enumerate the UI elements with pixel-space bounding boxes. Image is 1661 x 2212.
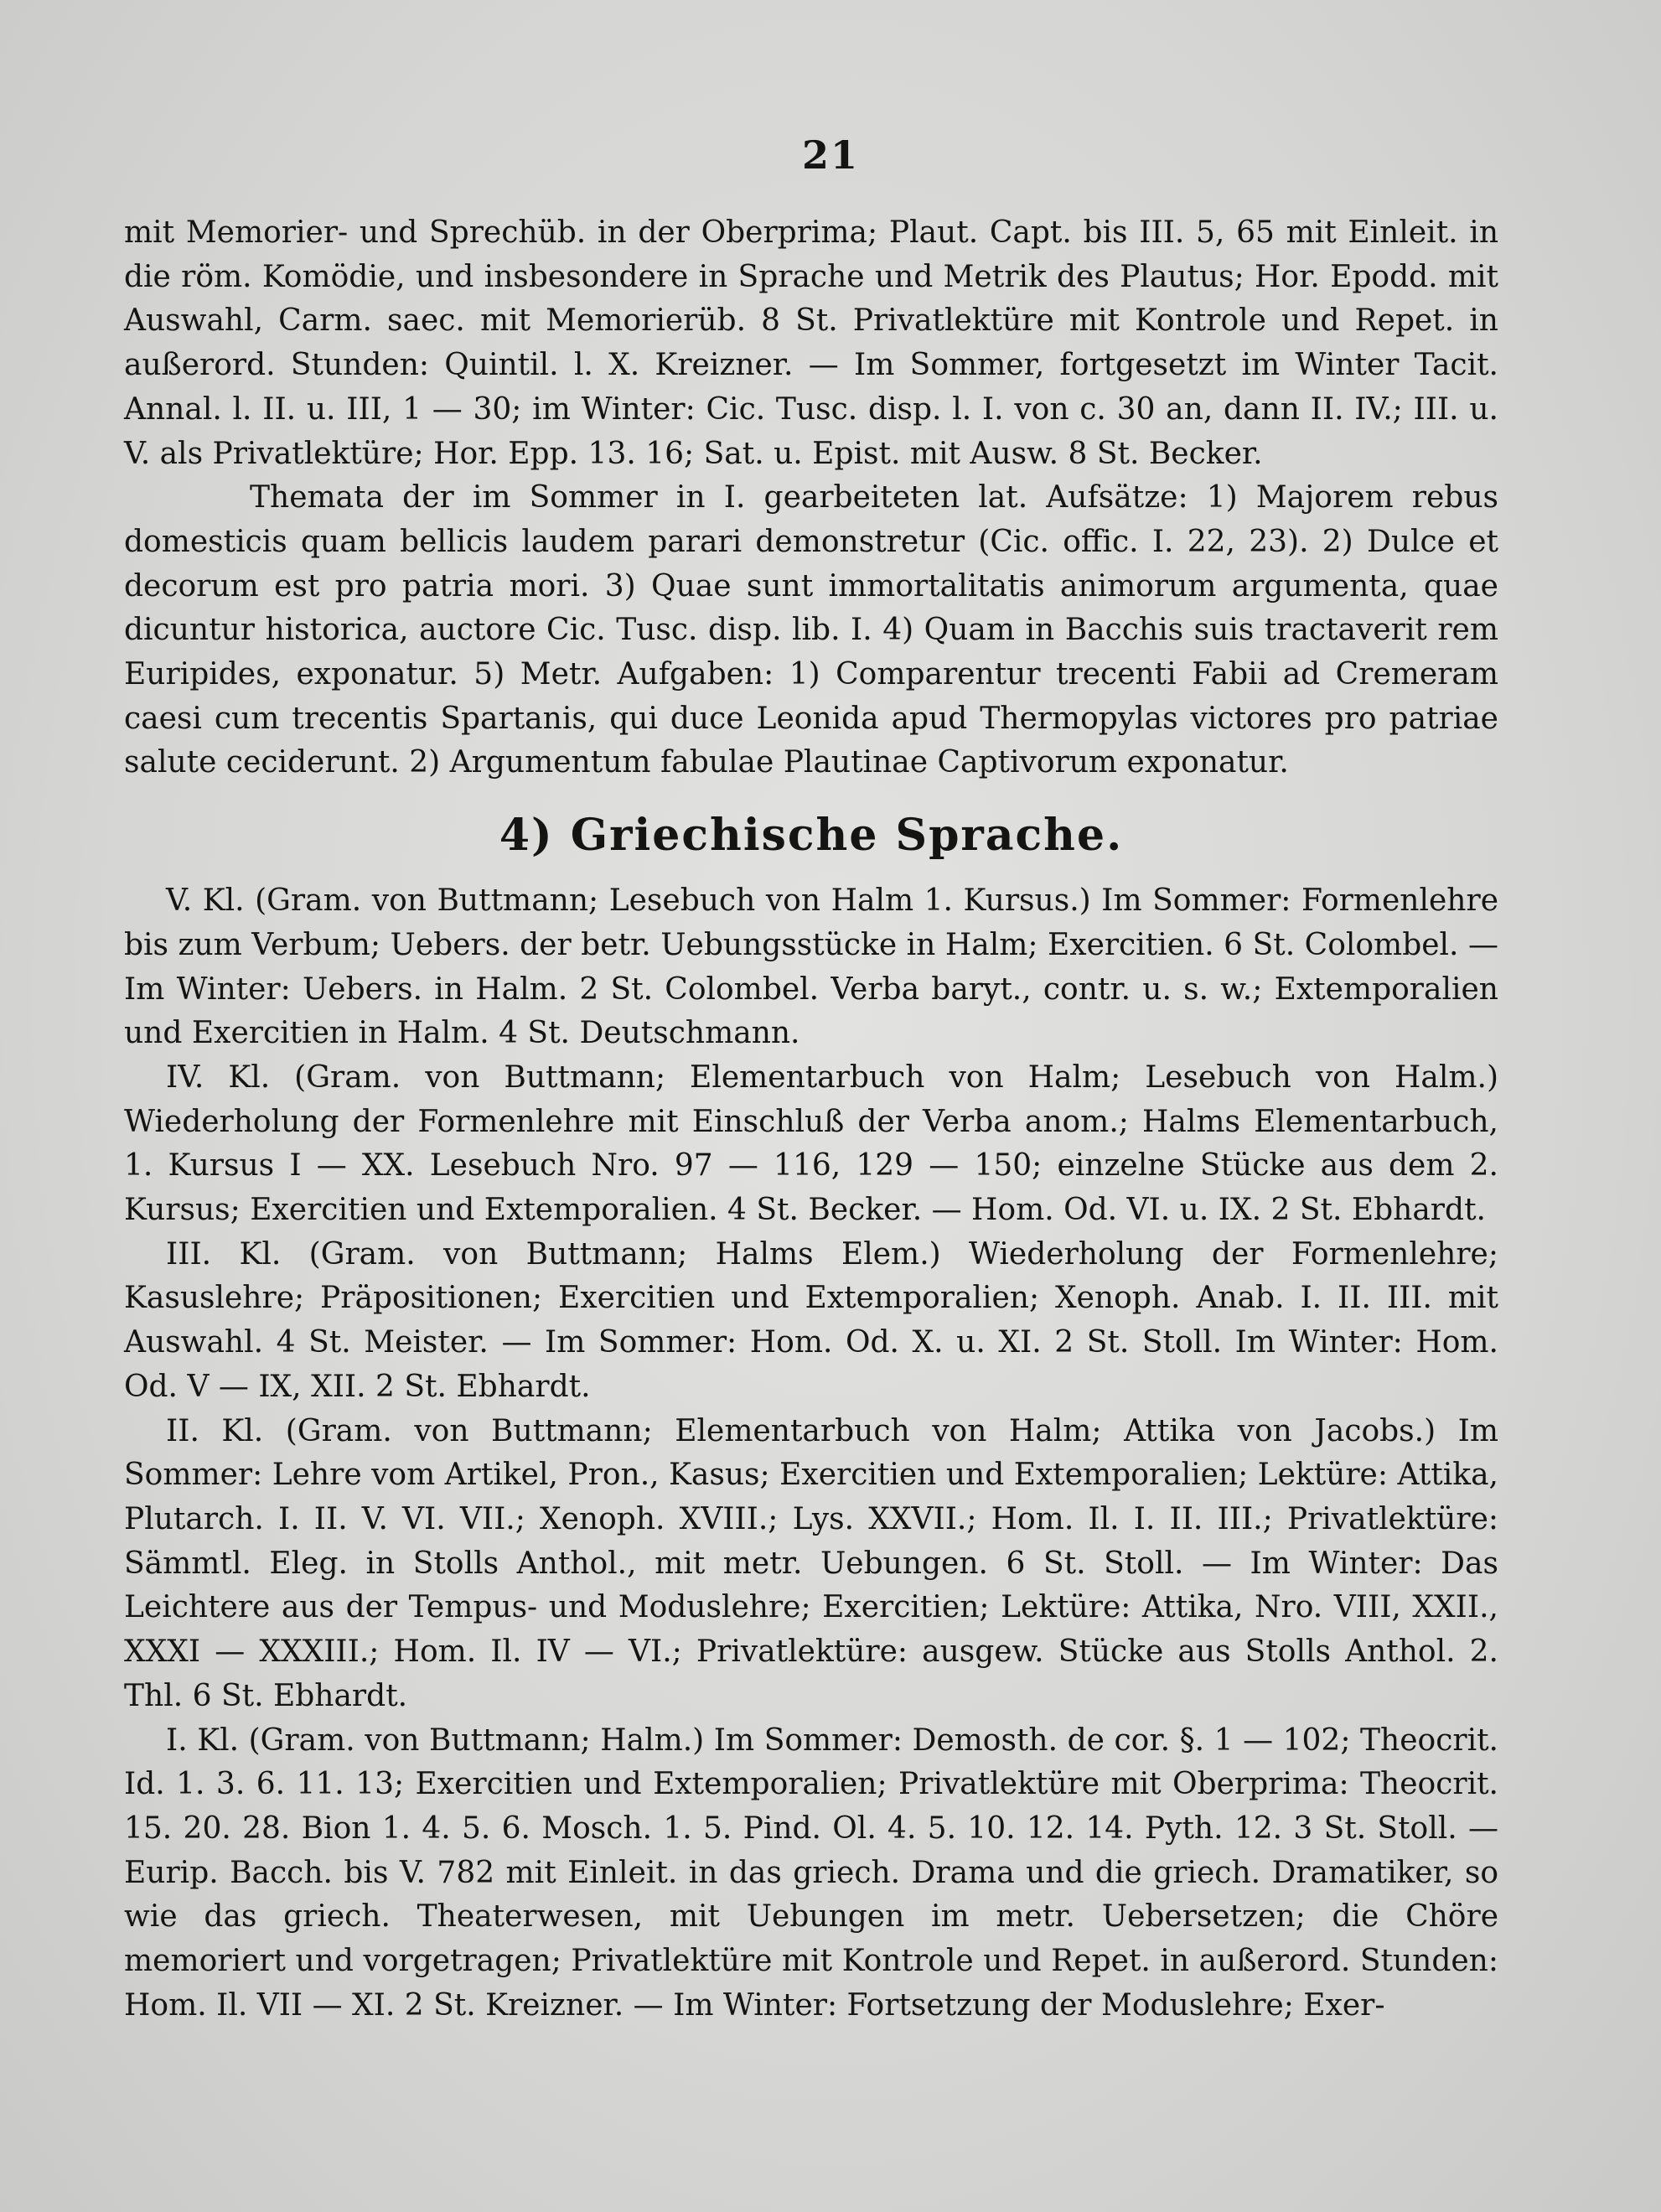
class-iii-paragraph: III. Kl. (Gram. von Buttmann; Halms Elem.) Wiederholung der Formenlehre; Kasuslehre; Präpositionen; Exercitien und Extemporalien; Xenoph. Anab. I. II. III. mit Auswahl. 4 St. Meister. — Im Sommer: Hom. Od. X. u. XI. 2 St. Stoll. Im Winter: Hom. Od. V — IX, XII. 2 St. Ebhardt. (124, 1236, 1498, 1404)
latin-continuation-paragraph: mit Memorier- und Sprechüb. in der Oberprima; Plaut. Capt. bis III. 5, 65 mit Einleit. in die röm. Komödie, und insbesondere in Sprache und Metrik des Plautus; Hor. Epodd. mit Auswahl, Carm. saec. mit Memorierüb. 8 St. Privatlektüre mit Kontrole und Repet. in außerord. Stunden: Quintil. l. X. Kreizner. — Im Sommer, fortgesetzt im Winter Tacit. Annal. l. II. u. III, 1 — 30; im Winter: Cic. Tusc. disp. l. I. von c. 30 an, dann II. IV.; III. u. V. als Privatlektüre; Hor. Epp. 13. 16; Sat. u. Epist. mit Ausw. 8 St. Becker. (124, 215, 1498, 471)
class-ii-paragraph: II. Kl. (Gram. von Buttmann; Elementarbuch von Halm; Attika von Jacobs.) Im Sommer: Lehre vom Artikel, Pron., Kasus; Exercitien und Extemporalien; Lektüre: Attika, Plutarch. I. II. V. VI. VII.; Xenoph. XVIII.; Lys. XXVII.; Hom. Il. I. II. III.; Privatlektüre: Sämmtl. Eleg. in Stolls Anthol., mit metr. Uebungen. 6 St. Stoll. — Im Winter: Das Leichtere aus der Tempus- und Moduslehre; Exercitien; Lektüre: Attika, Nro. VIII, XXII., XXXI — XXXIII.; Hom. Il. IV — VI.; Privatlektüre: ausgew. Stücke aus Stolls Anthol. 2. Thl. 6 St. Ebhardt. (124, 1413, 1498, 1713)
class-v-paragraph: V. Kl. (Gram. von Buttmann; Lesebuch von Halm 1. Kursus.) Im Sommer: Formenlehre bis zum Verbum; Uebers. der betr. Uebungsstücke in Halm; Exercitien. 6 St. Colombel. — Im Winter: Uebers. in Halm. 2 St. Colombel. Verba baryt., contr. u. s. w.; Extemporalien und Exercitien in Halm. 4 St. Deutschmann. (124, 883, 1498, 1051)
class-iv-paragraph: IV. Kl. (Gram. von Buttmann; Elementarbuch von Halm; Lesebuch von Halm.) Wiederholung der Formenlehre mit Einschluß der Verba anom.; Halms Elementarbuch, 1. Kursus I — XX. Lesebuch Nro. 97 — 116, 129 — 150; einzelne Stücke aus dem 2. Kursus; Exercitien und Extemporalien. 4 St. Becker. — Hom. Od. VI. u. IX. 2 St. Ebhardt. (124, 1059, 1498, 1228)
section-heading: 4) Griechische Sprache. (499, 810, 1124, 862)
page-body (124, 211, 1498, 2028)
page-number: 21 (801, 132, 859, 178)
themata-paragraph: Themata der im Sommer in I. gearbeiteten lat. Aufsätze: 1) Majorem rebus domesticis quam bellicis laudem parari demonstretur (Cic. offic. I. 22, 23). 2) Dulce et decorum est pro patria mori. 3) Quae sunt immortalitatis animorum argumenta, quae dicuntur historica, auctore Cic. Tusc. disp. lib. I. 4) Quam in Bacchis suis tractaverit rem Euripides, exponatur. 5) Metr. Aufgaben: 1) Comparentur trecenti Fabii ad Cremeram caesi cum trecentis Spartanis, qui duce Leonida apud Thermopylas victores pro patriae salute ceciderunt. 2) Argumentum fabulae Plautinae Captivorum exponatur. (124, 480, 1498, 780)
class-i-paragraph: I. Kl. (Gram. von Buttmann; Halm.) Im Sommer: Demosth. de cor. §. 1 — 102; Theocrit. Id. 1. 3. 6. 11. 13; Exercitien und Extemporalien; Privatlektüre mit Oberprima: Theocrit. 15. 20. 28. Bion 1. 4. 5. 6. Mosch. 1. 5. Pind. Ol. 4. 5. 10. 12. 14. Pyth. 12. 3 St. Stoll. — Eurip. Bacch. bis V. 782 mit Einleit. in das griech. Drama und die griech. Dramatiker, so wie das griech. Theaterwesen, mit Uebungen im metr. Uebersetzen; die Chöre memoriert und vorgetragen; Privatlektüre mit Kontrole und Repet. in außerord. Stunden: Hom. Il. VII — XI. 2 St. Kreizner. — Im Winter: Fortsetzung der Moduslehre; Exer- (124, 1722, 1498, 2023)
